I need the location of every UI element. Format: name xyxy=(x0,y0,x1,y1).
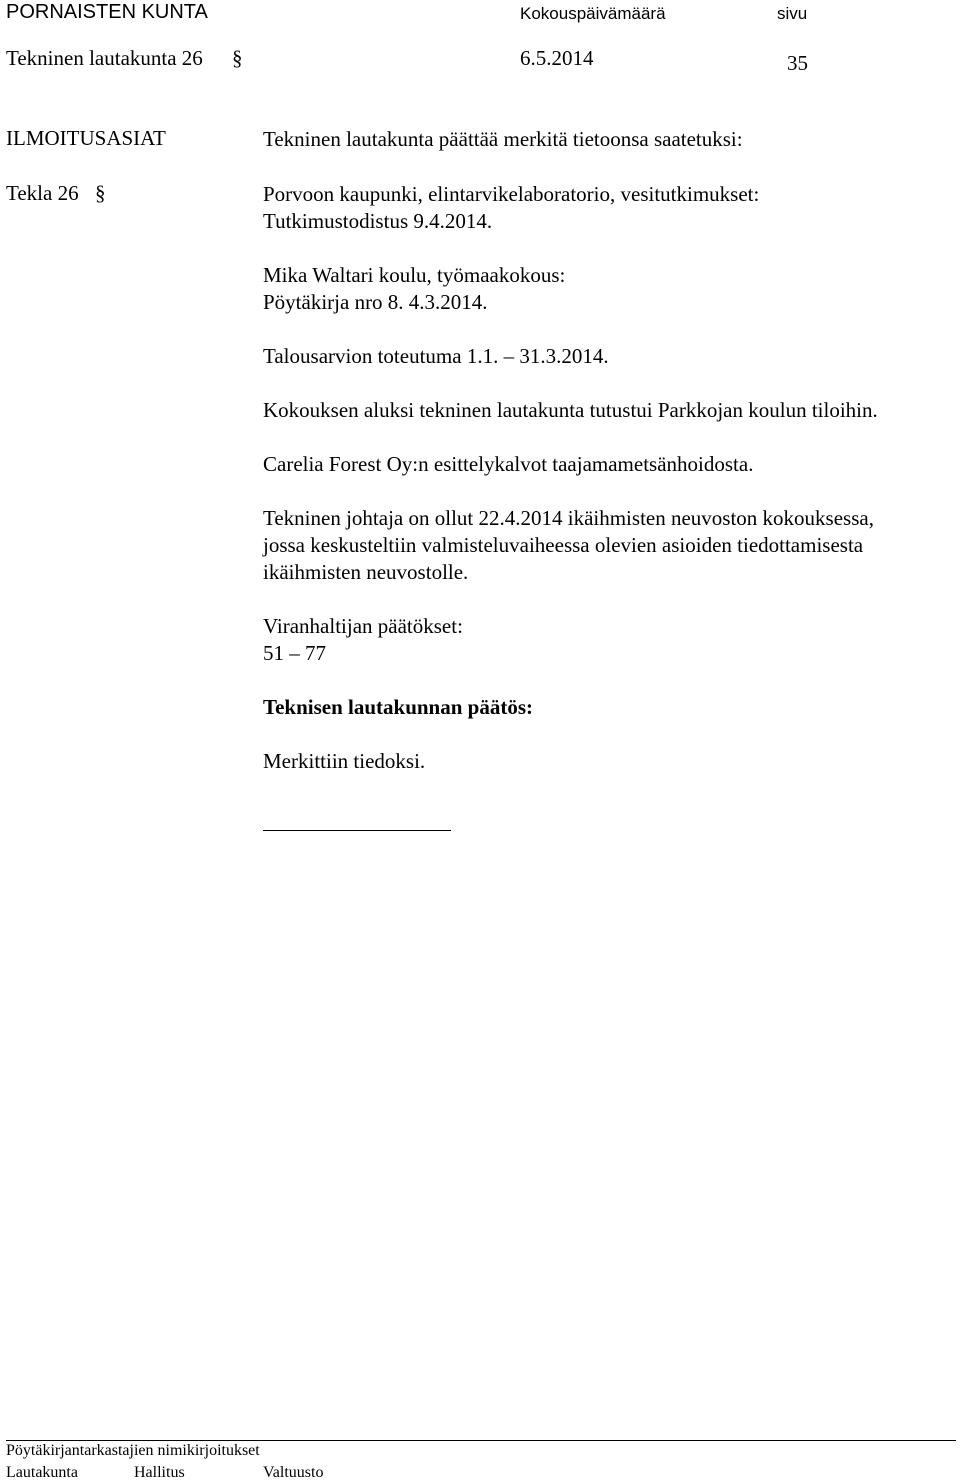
page-label: sivu xyxy=(777,4,808,23)
notice-line: Kokouksen aluksi tekninen lautakunta tutustui Parkkojan koulun tiloihin. xyxy=(263,398,878,422)
item-section-symbol: § xyxy=(95,181,106,205)
organization-name: PORNAISTEN KUNTA xyxy=(6,1,208,23)
notice-line: Mika Waltari koulu, työmaakokous: xyxy=(263,263,566,287)
notice-line: ikäihmisten neuvostolle. xyxy=(263,560,469,584)
notice-item xyxy=(263,343,953,370)
notice-item xyxy=(263,181,953,235)
meeting-date: 6.5.2014 xyxy=(520,46,594,70)
notice-line: Porvoon kaupunki, elintarvikelaboratorio, vesitutkimukset: xyxy=(263,182,760,206)
notice-line: jossa keskusteltiin valmisteluvaiheessa olevien asioiden tiedottamisesta xyxy=(263,533,864,557)
minutes-content xyxy=(263,126,953,802)
item-reference: Tekla 26 xyxy=(6,181,79,205)
signature-line xyxy=(263,830,451,831)
notice-item xyxy=(263,451,953,478)
decision-heading: Teknisen lautakunnan päätös: xyxy=(263,695,534,719)
footer-body-hallitus: Hallitus xyxy=(134,1464,185,1481)
notice-item xyxy=(263,505,953,586)
footer-body-lautakunta: Lautakunta xyxy=(6,1464,78,1481)
page-number: 35 xyxy=(787,51,808,75)
notice-line: Pöytäkirja nro 8. 4.3.2014. xyxy=(263,290,488,314)
notice-item xyxy=(263,613,953,667)
notice-line: 51 – 77 xyxy=(263,641,326,665)
item-category: ILMOITUSASIAT xyxy=(6,126,166,150)
notice-line: Tekninen johtaja on ollut 22.4.2014 ikäihmisten neuvoston kokouksessa, xyxy=(263,506,874,530)
notice-line: Tutkimustodistus 9.4.2014. xyxy=(263,209,493,233)
section-symbol: § xyxy=(232,46,243,70)
decision-text: Merkittiin tiedoksi. xyxy=(263,749,426,773)
intro-text: Tekninen lautakunta päättää merkitä tietoonsa saatetuksi: xyxy=(263,127,743,151)
meeting-date-label: Kokouspäivämäärä xyxy=(520,4,666,23)
notice-line: Carelia Forest Oy:n esittelykalvot taajamametsänhoidosta. xyxy=(263,452,754,476)
footer-divider xyxy=(6,1440,956,1441)
notice-item xyxy=(263,262,953,316)
footer-body-valtuusto: Valtuusto xyxy=(263,1464,324,1481)
notice-line: Viranhaltijan päätökset: xyxy=(263,614,463,638)
notice-item xyxy=(263,397,953,424)
notice-line: Talousarvion toteutuma 1.1. – 31.3.2014. xyxy=(263,344,609,368)
body-name: Tekninen lautakunta 26 xyxy=(6,46,203,70)
signatures-label: Pöytäkirjantarkastajien nimikirjoitukset xyxy=(6,1442,260,1459)
